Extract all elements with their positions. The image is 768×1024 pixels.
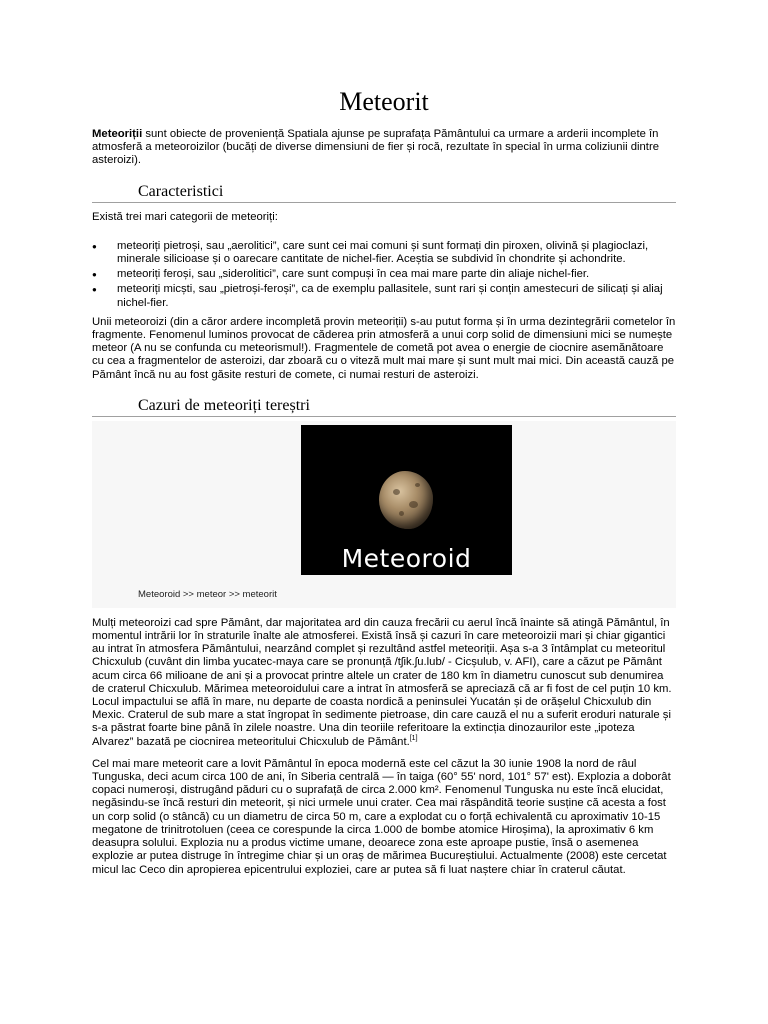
intro-text: sunt obiecte de proveniență Spatiala ajunse pe suprafața Pământului ca urmare a arderii incomplete în atmosferă a meteoroizilor (bucăți de diverse dimensiuni de fier și rocă, rezultate în special în urma coliziunii dintre asteroizi). xyxy=(92,128,659,167)
meteoroid-origin-paragraph: Unii meteoroizi (din a căror ardere incompletă provin meteoriții) s-au putut forma și în urma dezintegrării cometelor în fragmente. Fenomenul luminos provocat de căderea prin atmosferă a unui corp solid de dimensiuni mici se numește meteor (A nu se confunda cu meteorismul!). Fragmentele de cometă pot avea o energie de ciocnire asemănătoare cu cea a fragmentelor de asteroizi, dar zboară cu o viteză mult mai mare și sunt mult mai mici. Din această cauză pe Pământ încă nu au fost găsite resturi de comete, ci numai resturi de asteroizi. xyxy=(92,315,676,381)
page-title: Meteorit xyxy=(339,87,429,116)
footnote-ref[interactable]: [1] xyxy=(409,734,418,742)
tunguska-paragraph: Cel mai mare meteorit care a lovit Pământul în epoca modernă este cel căzut la 30 iunie 1908 la nord de râul Tunguska, deci acum circa 100 de ani, în Siberia centrală — în taiga (60° 55' nord, 101° 57' est). Explozia a doborât copaci numeroși, distrugând păduri cu o suprafață de circa 2.000 km². Fenomenul Tunguska nu este încă elucidat, negăsindu-se încă resturi din meteorit, și nici urmele unui crater. Cea mai răspândită teorie susține că acesta a fost un corp solid (o stâncă) cu un diametru de circa 50 m, care a explodat cu o forță echivalentă cu aproximativ 10-15 megatone de trinitrotoluen (ceea ce corespunde la circa 1.000 de bombe atomice Hiroșima), la aproximativ 6 km deasupra solului. Explozia nu a produs victime umane, deoarece zona este aproape pustie, însă o asemenea explozie ar putea distruge în întregime chiar și un oraș de mărimea Bucureștiului. Actualmente (2008) este cercetat micul lac Ceco din apropierea epicentrului exploziei, care ar putea să fi luat naștere chiar în craterul căutat. xyxy=(92,757,671,876)
figure-box xyxy=(92,421,676,608)
categories-lead: Există trei mari categorii de meteoriți: xyxy=(92,210,278,223)
image-label: Meteoroid xyxy=(341,543,472,573)
intro-paragraph xyxy=(92,128,676,168)
list-item: ● meteoriți pietroși, sau „aerolitici”, care sunt cei mai comuni și sunt formați din piroxen, olivină și plagioclazi, minerale silicioase și o oarecare cantitate de nichel-fier. Aceștia se subdivid în chondrite și achondrite. xyxy=(92,240,676,266)
meteoroid-image[interactable] xyxy=(301,425,512,575)
meteorite-categories-list xyxy=(92,240,676,310)
list-item: ● meteoriți feroși, sau „siderolitici”, care sunt compuși în cea mai mare parte din aliaje nichel-fier. xyxy=(92,268,676,281)
meteoroid-rock-illustration xyxy=(379,471,433,529)
article-content xyxy=(92,86,676,877)
list-item: ● meteoriți micști, sau „pietroși-feroși”, ca de exemplu pallasitele, sunt rari și conțin amestecuri de silicați și aliaj nichel-fier. xyxy=(92,283,676,309)
figure-caption: Meteoroid >> meteor >> meteorit xyxy=(138,588,277,600)
chicxulub-paragraph xyxy=(92,617,676,749)
chicxulub-text: Mulți meteoroizi cad spre Pământ, dar majoritatea ard din cauza frecării cu aerul încă înainte să atingă Pământul, în momentul intrării lor în straturile înalte ale atmosferei. Există însă și cazuri în care meteoroizii mari și chiar gigantici au intrat în atmosfera Pământului, nearzând complet și rezultând astfel meteoriții. Așa s-a 3 întâmplat cu meteoritul Chicxulub (cuvânt din limba yucatec-maya care se pronunță /tʃik.ʃu.lub/ - Cicșulub, v. AFI), care a căzut pe Pământ acum circa 66 milioane de ani și a provocat printre altele un crater de 180 km în diametru cunoscut sub denumirea de craterul Chicxulub. Mărimea meteoroidului care a intrat în atmosferă se apreciază că ar fi fost de cel puțin 10 km. Locul impactului se află în mare, nu departe de coasta nordică a peninsulei Yucatán și de orășelul Chicxulub din Mexic. Craterul de sub mare a stat îngropat în sedimente pietroase, din care cauză el nu a suferit eroduri naturale și s-a păstrat foarte bine până în zilele noastre. Una din teoriile referitoare la extincția dinozaurilor este „ipoteza Alvarez” bazată pe ciocnirea meteoritului Chicxulub de Pământ. xyxy=(92,616,672,748)
intro-term: Meteoriții xyxy=(92,128,143,140)
section-heading-cazuri: Cazuri de meteoriți tereștri xyxy=(92,396,676,417)
section-heading-caracteristici: Caracteristici xyxy=(92,182,676,203)
